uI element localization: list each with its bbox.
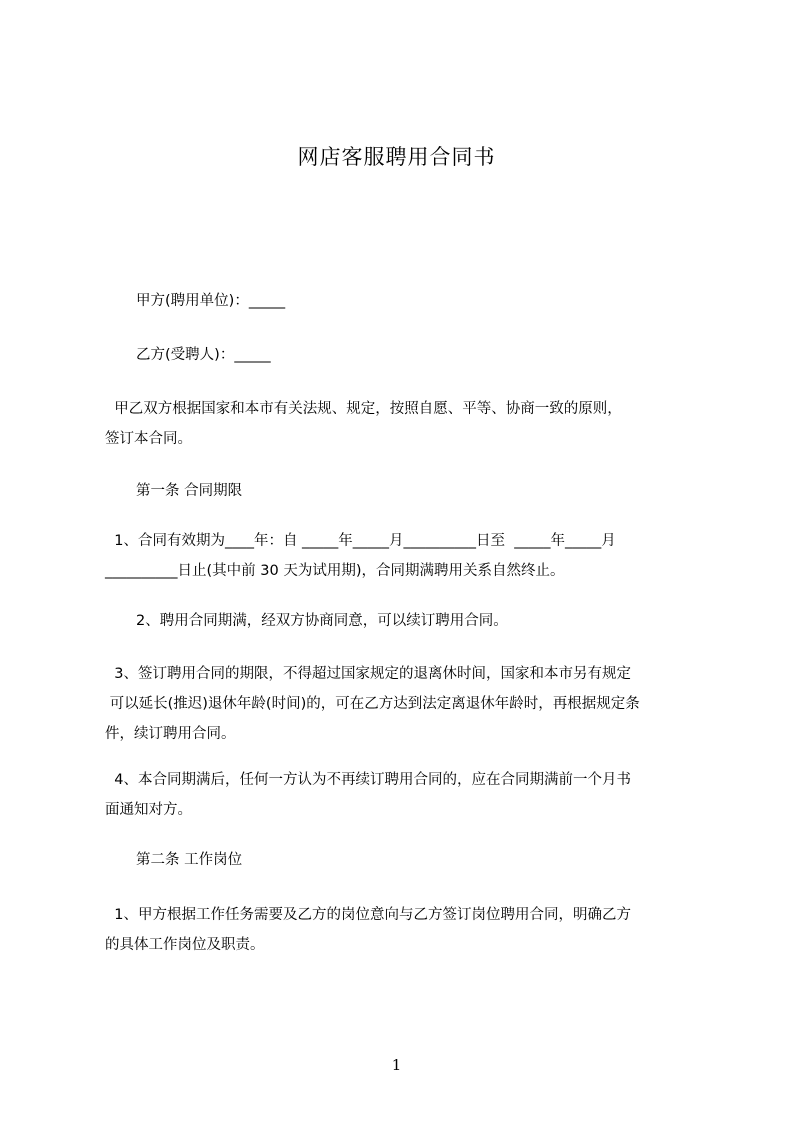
party-b-line: 乙方(受聘人)：_____ — [136, 347, 271, 363]
article-1-item-3-line-1: 3、签订聘用合同的期限，不得超过国家规定的退离休时间，国家和本市另有规定 — [105, 666, 631, 682]
intro-line-2: 签订本合同。 — [105, 431, 192, 447]
document-title: 网店客服聘用合同书 — [297, 145, 496, 169]
party-a-line: 甲方(聘用单位)：_____ — [136, 293, 286, 309]
article-1-item-4-line-1: 4、本合同期满后，任何一方认为不再续订聘用合同的，应在合同期满前一个月书 — [105, 772, 631, 788]
article-1-item-1-line-2: __________日止(其中前 30 天为试用期)，合同期满聘用关系自然终止。 — [105, 563, 565, 579]
article-1-heading: 第一条 合同期限 — [136, 483, 243, 499]
article-1-item-2: 2、聘用合同期满，经双方协商同意，可以续订聘用合同。 — [136, 613, 508, 629]
article-1-item-4 — [105, 765, 705, 825]
article-2-item-1-line-2: 的具体工作岗位及职责。 — [105, 937, 265, 953]
article-1-item-4-line-2: 面通知对方。 — [105, 802, 192, 818]
article-2-item-1-line-1: 1、甲方根据工作任务需要及乙方的岗位意向与乙方签订岗位聘用合同，明确乙方 — [105, 907, 631, 923]
article-1-item-3-line-3: 件，续订聘用合同。 — [105, 726, 236, 742]
article-2-heading: 第二条 工作岗位 — [136, 852, 243, 868]
article-1-item-3-line-2: 可以延长(推迟)退休年龄(时间)的，可在乙方达到法定离退休年龄时，再根据规定条 — [105, 696, 640, 712]
article-1-item-3 — [105, 659, 705, 749]
article-2-item-1 — [105, 900, 705, 960]
article-1-item-1-line-1: 1、合同有效期为____年：自 _____年_____月__________日至 _____年_____月 — [105, 533, 616, 549]
page-number: 1 — [391, 1056, 402, 1074]
article-1-item-1 — [105, 526, 705, 586]
intro-paragraph — [105, 394, 705, 454]
intro-line-1: 甲乙双方根据国家和本市有关法规、规定，按照自愿、平等、协商一致的原则， — [105, 401, 622, 417]
